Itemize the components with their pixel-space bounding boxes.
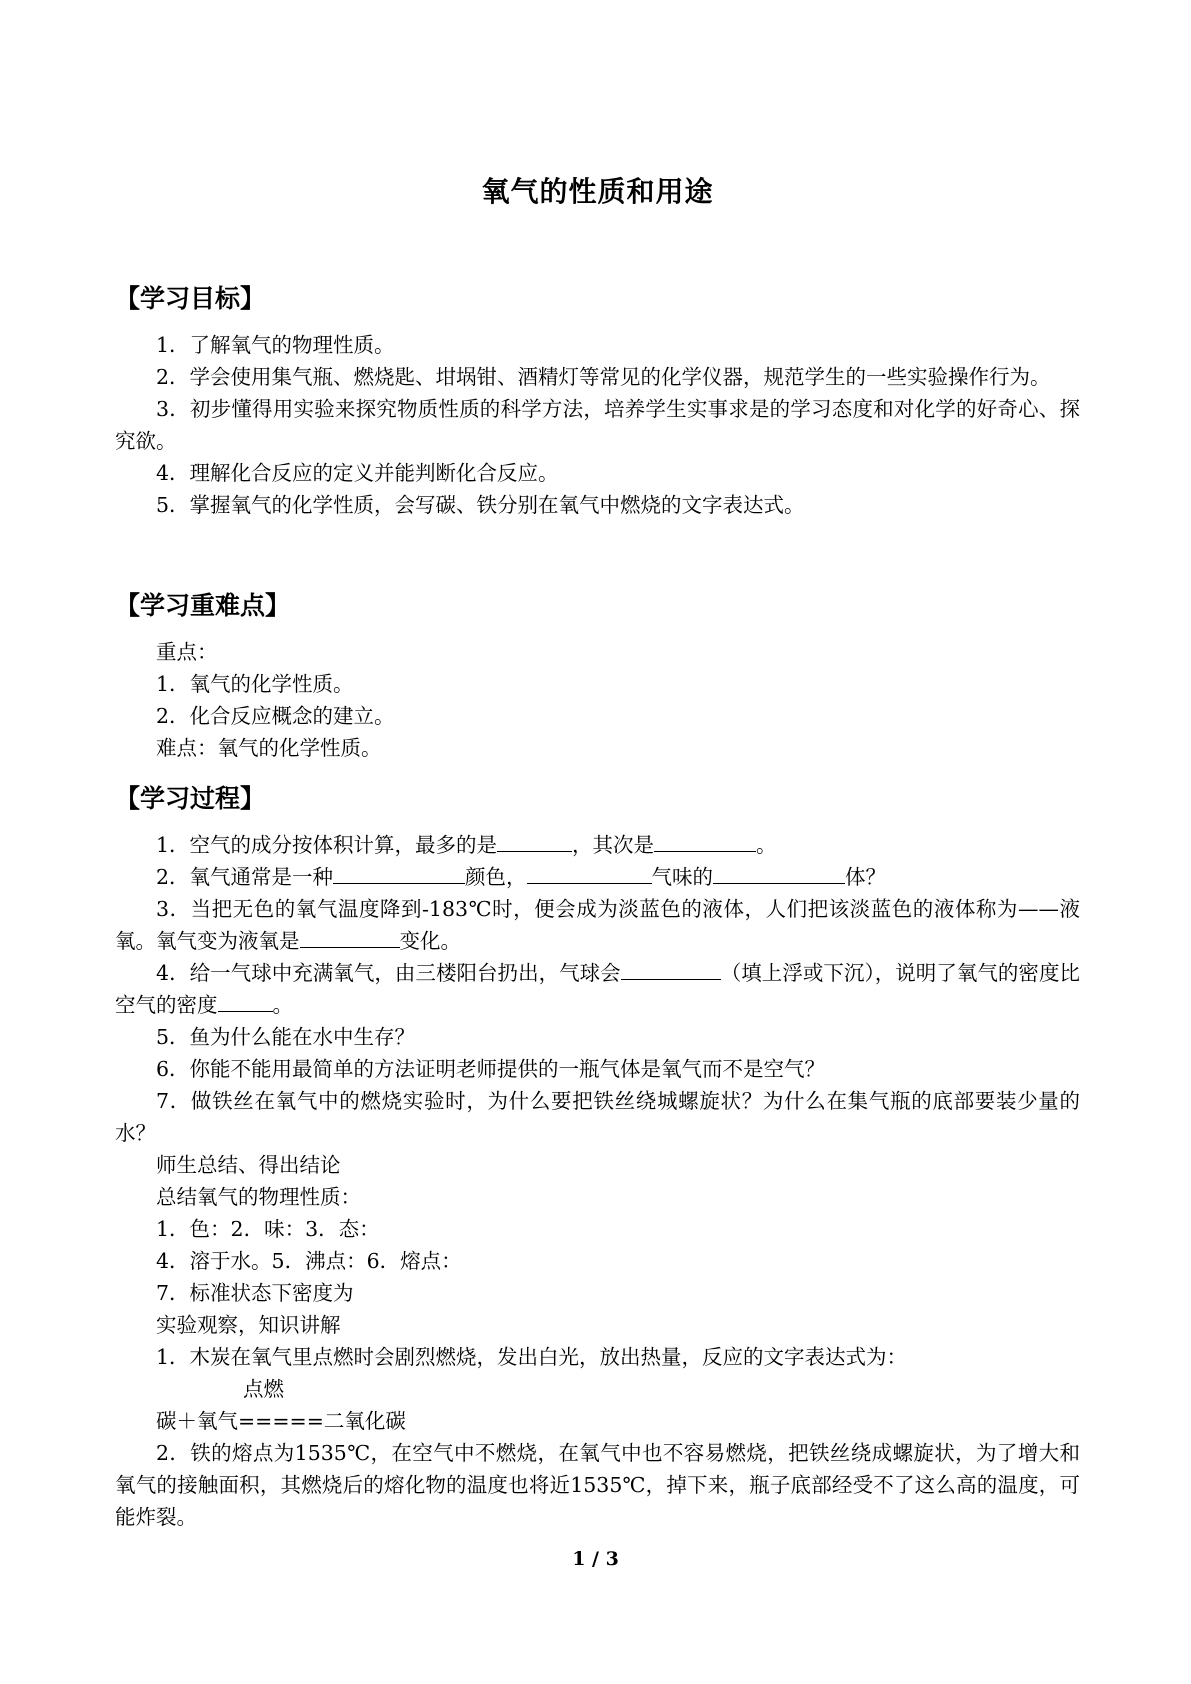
observation-item: 2．铁的熔点为1535℃，在空气中不燃烧，在氧气中也不容易燃烧，把铁丝绕成螺旋状，为了增大和氧气的接触面积，其燃烧后的熔化物的温度也将近1535℃，掉下来，瓶子底部经受不了这么高的温度，可能炸裂。 — [115, 1441, 1080, 1529]
objective-item: 4．理解化合反应的定义并能判断化合反应。 — [156, 461, 559, 485]
answer-blank — [527, 863, 652, 884]
physical-properties-title: 总结氧气的物理性质： — [156, 1185, 361, 1209]
question-4 — [115, 957, 1080, 1021]
question-text: 颜色， — [465, 865, 527, 889]
key-point-item: 2．化合反应概念的建立。 — [156, 704, 395, 728]
summary-title: 师生总结、得出结论 — [156, 1153, 341, 1177]
page-number: 1 / 3 — [572, 1548, 619, 1570]
observation-title: 实验观察，知识讲解 — [156, 1313, 341, 1337]
key-points-label: 重点： — [156, 640, 218, 664]
answer-blank — [621, 959, 721, 980]
question-text: （填上浮或下沉），说明了氧气的密度比空气的密度 — [115, 961, 1080, 1017]
question-text: ，其次是 — [572, 833, 655, 857]
question-text: 1．空气的成分按体积计算，最多的是 — [156, 833, 498, 857]
objective-item: 3．初步懂得用实验来探究物质性质的科学方法，培养学生实事求是的学习态度和对化学的好奇心、探究欲。 — [115, 397, 1080, 453]
objective-item: 2．学会使用集气瓶、燃烧匙、坩埚钳、酒精灯等常见的化学仪器，规范学生的一些实验操作行为。 — [156, 365, 1051, 389]
answer-blank — [497, 831, 572, 852]
answer-blank — [218, 991, 273, 1012]
physical-properties-line: 7．标准状态下密度为 — [156, 1281, 354, 1305]
section-heading: 【学习重难点】 — [115, 591, 291, 620]
difficulty-line: 难点：氧气的化学性质。 — [156, 736, 382, 760]
question-2 — [115, 861, 1080, 893]
section-learning-objectives — [115, 283, 1080, 521]
question-1 — [115, 829, 1080, 861]
reaction-condition: 点燃 — [243, 1377, 284, 1401]
answer-blank — [654, 831, 756, 852]
question-text: 。 — [756, 833, 777, 857]
section-learning-process — [115, 783, 1080, 1533]
section-heading: 【学习过程】 — [115, 784, 266, 813]
answer-blank — [333, 863, 465, 884]
question-text: 3．当把无色的氧气温度降到-183℃时，便会成为淡蓝色的液体，人们把该淡蓝色的液体称为——液氧。氧气变为液氧是 — [115, 897, 1080, 953]
question-text: 。 — [272, 993, 293, 1017]
physical-properties-line: 4．溶于水。5．沸点：6．熔点： — [156, 1249, 462, 1273]
question-text: 变化。 — [399, 929, 461, 953]
reaction-formula: 碳＋氧气=====二氧化碳 — [156, 1409, 406, 1433]
section-key-points — [115, 590, 1080, 764]
question-text: 体？ — [845, 865, 887, 889]
question-5: 5．鱼为什么能在水中生存？ — [156, 1025, 416, 1049]
objective-item: 5．掌握氧气的化学性质，会写碳、铁分别在氧气中燃烧的文字表达式。 — [156, 493, 805, 517]
answer-blank — [713, 863, 845, 884]
question-text: 4．给一气球中充满氧气，由三楼阳台扔出，气球会 — [156, 961, 621, 985]
objective-item: 1．了解氧气的物理性质。 — [156, 333, 395, 357]
answer-blank — [300, 927, 400, 948]
observation-item: 1．木炭在氧气里点燃时会剧烈燃烧，发出白光，放出热量，反应的文字表达式为： — [156, 1345, 908, 1369]
question-3 — [115, 893, 1080, 957]
question-6: 6．你能不能用最简单的方法证明老师提供的一瓶气体是氧气而不是空气？ — [156, 1057, 826, 1081]
physical-properties-line: 1．色：2．味：3．态： — [156, 1217, 380, 1241]
document-title: 氧气的性质和用途 — [481, 175, 714, 208]
key-point-item: 1．氧气的化学性质。 — [156, 672, 354, 696]
question-text: 2．氧气通常是一种 — [156, 865, 334, 889]
section-heading: 【学习目标】 — [115, 284, 266, 313]
question-7: 7．做铁丝在氧气中的燃烧实验时，为什么要把铁丝绕城螺旋状？为什么在集气瓶的底部要装少量的水？ — [115, 1089, 1080, 1145]
question-text: 气味的 — [651, 865, 714, 889]
